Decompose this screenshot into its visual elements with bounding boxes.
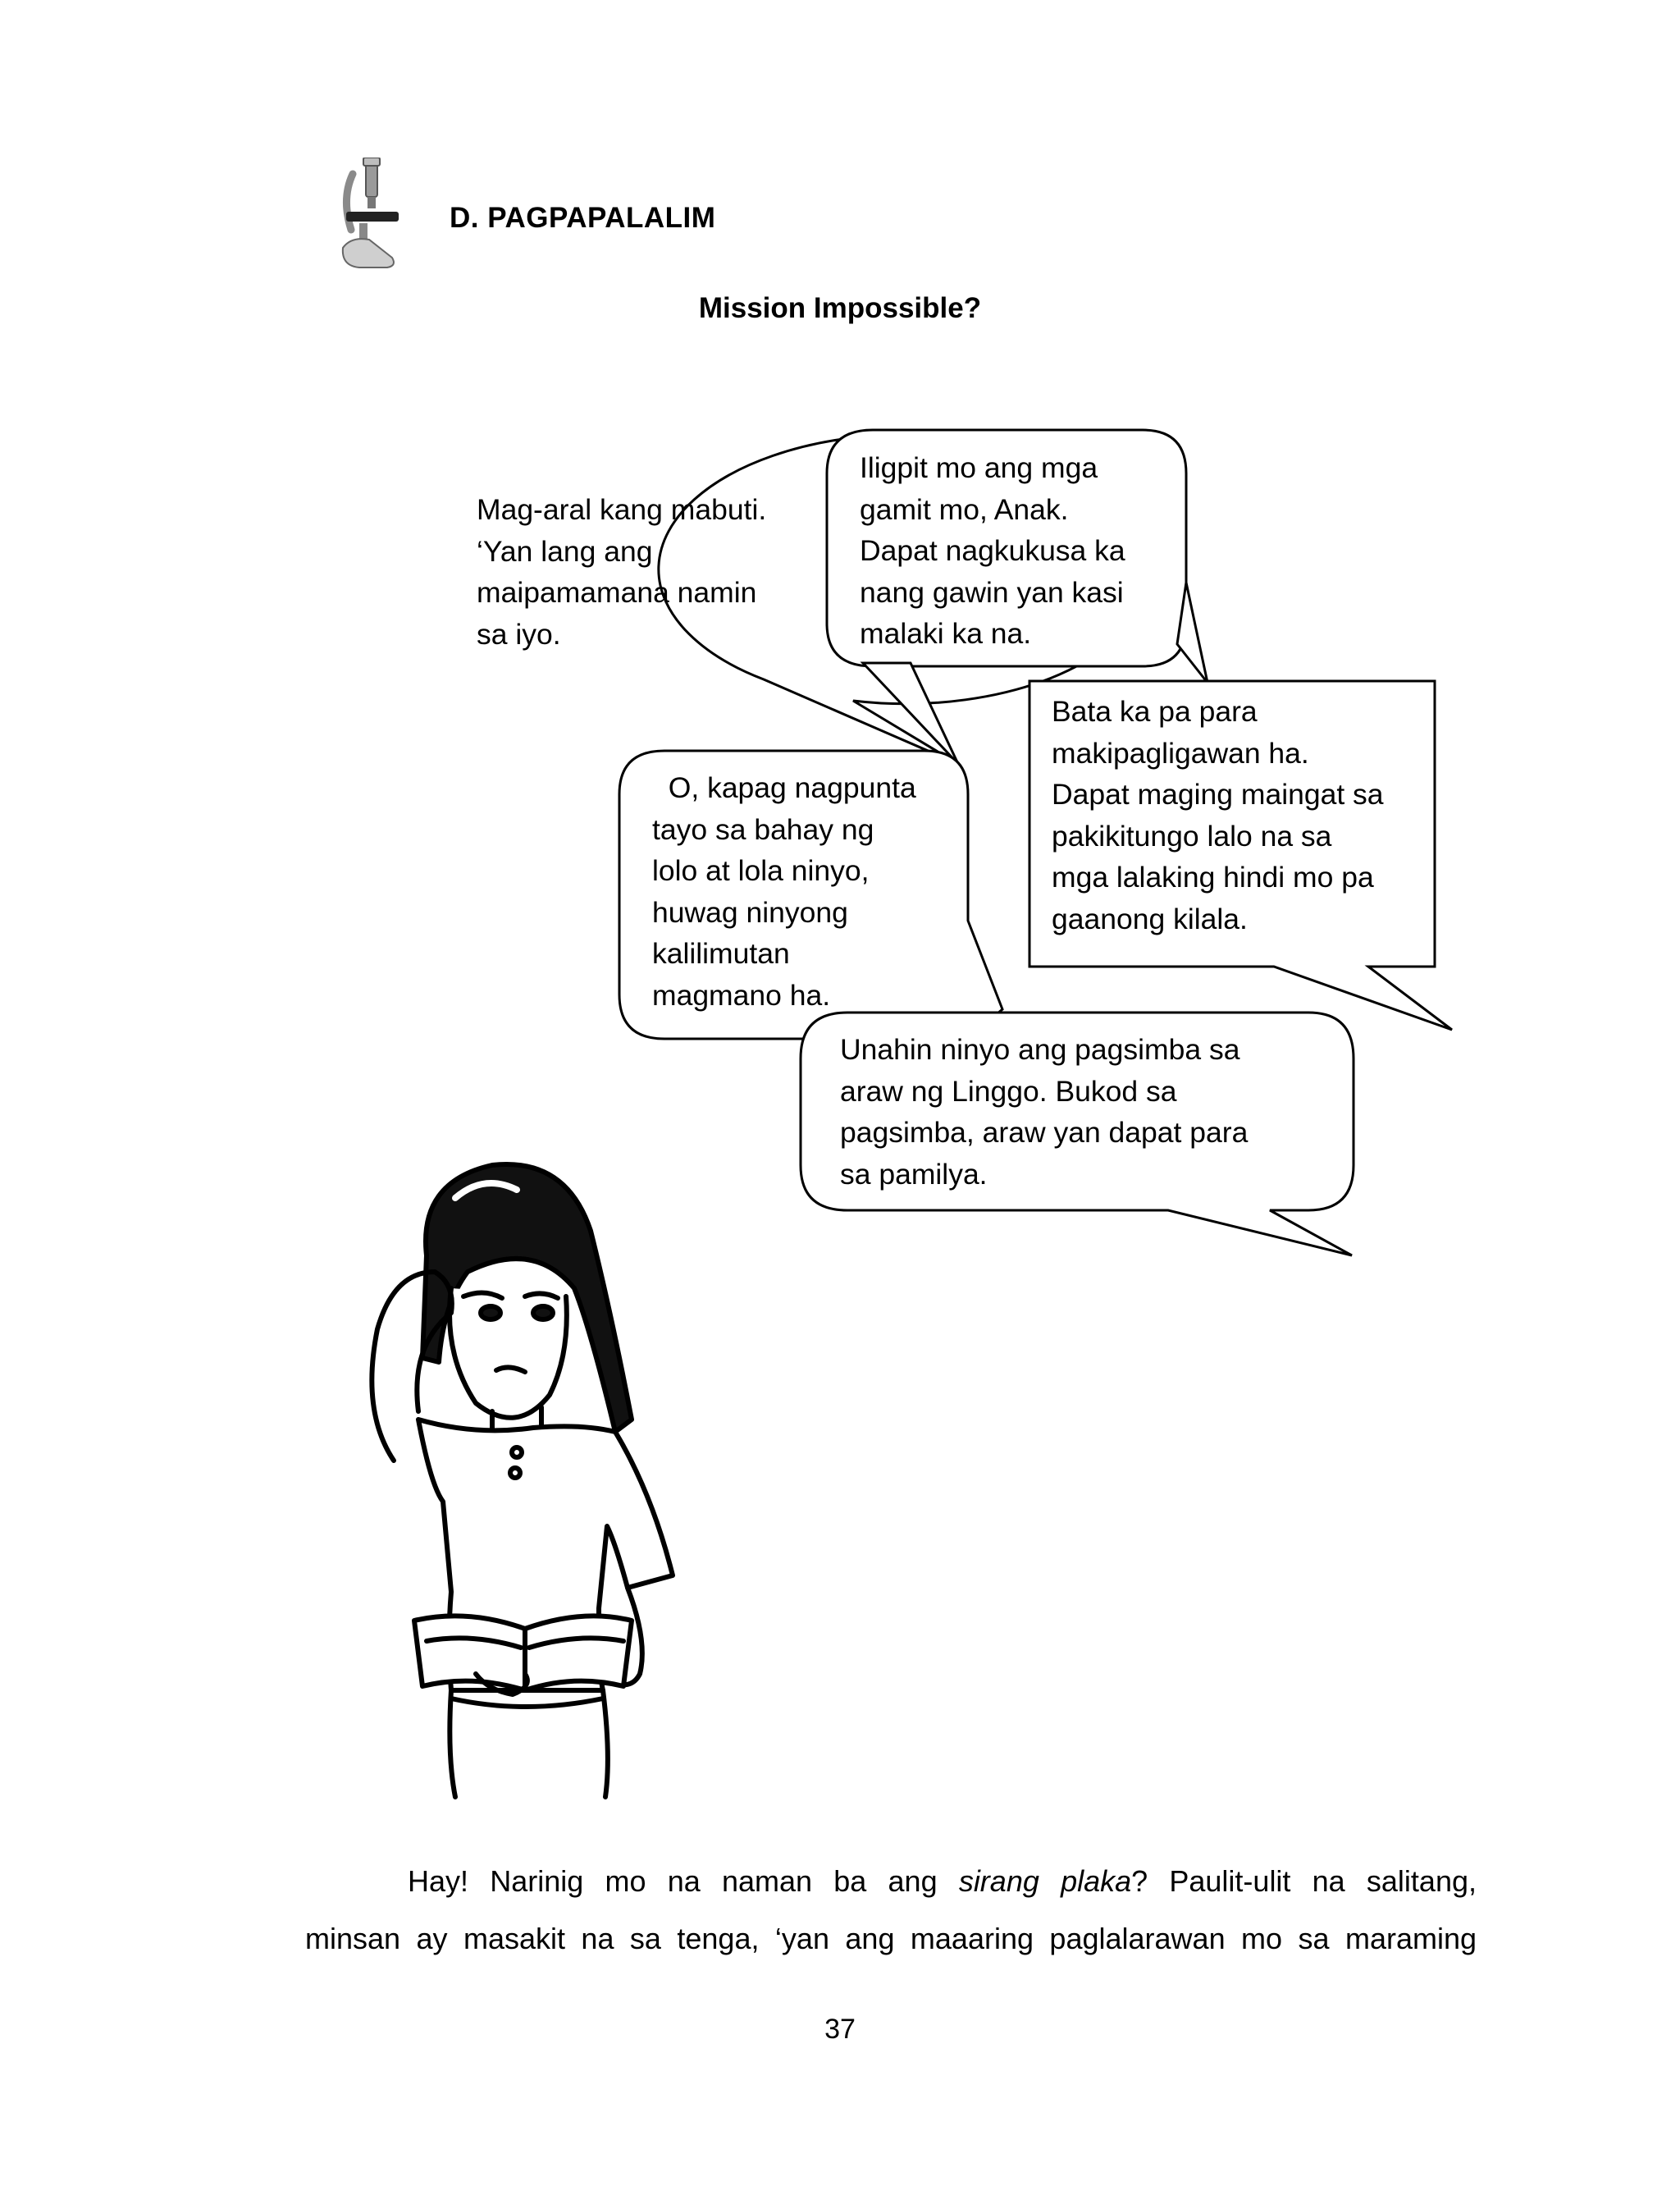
girl-reading-illustration <box>287 1149 746 1805</box>
paragraph-line-1-start: Hay! Narinig mo na naman ba ang <box>408 1864 959 1898</box>
paragraph-line-1-end: ? Paulit-ulit na salitang, <box>1131 1864 1477 1898</box>
paragraph-italic-phrase: sirang plaka <box>958 1864 1132 1898</box>
story-title: Mission Impossible? <box>698 292 982 324</box>
bubble-study-text: Mag-aral kang mabuti. ‘Yan lang ang maipamamana namin sa iyo. <box>477 493 767 651</box>
section-heading: D. PAGPAPALALIM <box>450 202 716 234</box>
bubble-tidy-text: Iligpit mo ang mga gamit mo, Anak. Dapat nagkukusa ka nang gawin yan kasi malaki ka na. <box>860 451 1125 650</box>
paragraph-line-1 <box>305 1861 1477 1902</box>
bubble-courtship-text: Bata ka pa para makipagligawan ha. Dapat maging maingat sa pakikitungo lalo na sa mga lalaking hindi mo pa gaanong kilala. <box>1052 695 1384 935</box>
bubble-church-text: Unahin ninyo ang pagsimba sa araw ng Linggo. Bukod sa pagsimba, araw yan dapat para sa pamilya. <box>840 1033 1249 1191</box>
bubble-grandparents-text: O, kapag nagpunta tayo sa bahay ng lolo at lola ninyo, huwag ninyong kalilimutan magmano ha. <box>652 771 916 1012</box>
paragraph-line-2: minsan ay masakit na sa tenga, ‘yan ang maaaring paglalarawan mo sa maraming <box>305 1922 1477 1955</box>
page-number: 37 <box>824 2014 856 2045</box>
